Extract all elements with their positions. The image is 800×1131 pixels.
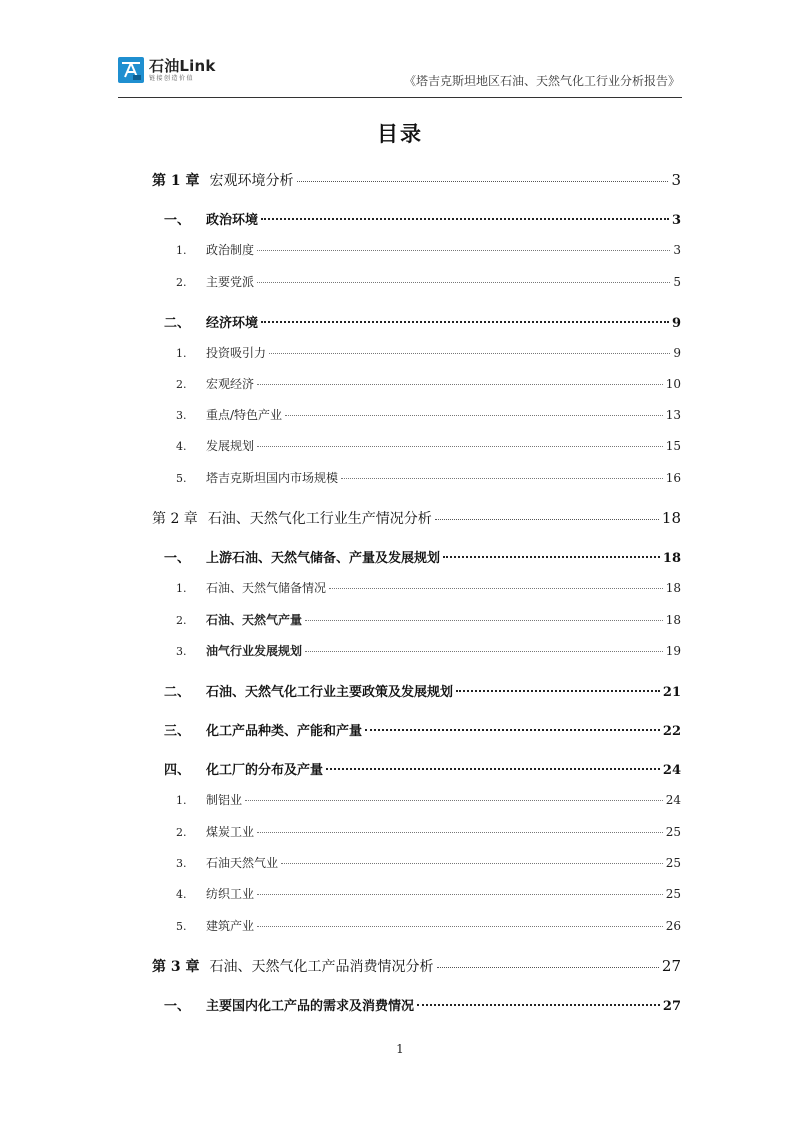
toc-entry-page: 24 (665, 793, 681, 807)
toc-entry-number: 4. (176, 888, 187, 901)
dot-leader (257, 384, 663, 385)
toc-entry-page: 3 (671, 213, 681, 228)
toc-entry-label: 建筑产业 (206, 919, 255, 933)
toc-entry[interactable] (176, 885, 681, 902)
toc-entry-label: 经济环境 (206, 316, 259, 331)
toc-entry-label: 政治制度 (206, 243, 255, 257)
dot-leader (305, 620, 663, 621)
toc-entry-page: 25 (665, 887, 681, 901)
dot-leader (257, 926, 663, 927)
dot-leader (435, 519, 659, 520)
toc-entry-number: 3. (176, 409, 187, 422)
toc-entry-page: 9 (671, 316, 681, 331)
toc-entry-label: 石油天然气业 (206, 856, 279, 870)
toc-entry-label: 制铝业 (206, 793, 243, 807)
page-header (118, 55, 682, 98)
toc-entry[interactable] (164, 209, 681, 228)
toc-entry-label: 石油、天然气化工行业主要政策及发展规划 (206, 685, 454, 700)
page-title: 目录 (377, 122, 423, 146)
dot-leader (261, 218, 669, 220)
toc-entry-number: 二、 (164, 316, 191, 331)
toc-entry-page: 18 (661, 509, 681, 527)
dot-leader (261, 321, 669, 323)
toc-entry-label: 石油、天然气储备情况 (206, 581, 327, 595)
toc-entry-number: 1. (176, 582, 187, 595)
toc-entry-page: 22 (662, 724, 681, 739)
dot-leader (365, 729, 660, 731)
toc-entry-page: 10 (665, 377, 681, 391)
toc-entry-label: 煤炭工业 (206, 825, 255, 839)
toc-entry-number: 5. (176, 920, 187, 933)
toc-entry-page: 18 (665, 613, 681, 627)
toc-entry[interactable] (164, 720, 681, 739)
dot-leader (341, 478, 663, 479)
toc-entry-page: 25 (665, 856, 681, 870)
logo-name: 石油Link (149, 56, 216, 75)
toc-entry-number: 第 1 章 (152, 173, 200, 189)
dot-leader (257, 250, 670, 251)
toc-entry[interactable] (176, 241, 681, 258)
toc-entry[interactable] (176, 791, 681, 808)
dot-leader (281, 863, 663, 864)
toc-entry-page: 25 (665, 825, 681, 839)
toc-entry-label: 化工产品种类、产能和产量 (206, 724, 363, 739)
toc-entry-label: 石油、天然气产量 (206, 613, 303, 627)
toc-entry[interactable] (176, 437, 681, 454)
toc-entry-number: 三、 (164, 724, 191, 739)
page-number: 1 (396, 1042, 404, 1056)
dot-leader (257, 894, 663, 895)
toc-entry-label: 塔吉克斯坦国内市场规模 (206, 471, 339, 485)
toc-entry-number: 4. (176, 440, 187, 453)
toc-entry-page: 3 (673, 243, 681, 257)
toc-entry-label: 化工厂的分布及产量 (206, 763, 324, 778)
toc-entry-page: 15 (665, 439, 681, 453)
toc-entry[interactable] (176, 611, 681, 628)
toc-entry-number: 5. (176, 472, 187, 485)
toc-entry-label: 政治环境 (206, 213, 259, 228)
toc-entry-number: 2. (176, 276, 187, 289)
toc-entry-number: 1. (176, 347, 187, 360)
toc-entry-number: 1. (176, 794, 187, 807)
toc-entry-page: 3 (671, 171, 681, 189)
toc-entry-page: 18 (662, 551, 681, 566)
toc-entry-label: 发展规划 (206, 439, 255, 453)
toc-entry-page: 13 (665, 408, 681, 422)
toc-entry-number: 一、 (164, 551, 191, 566)
dot-leader (456, 690, 660, 692)
toc-entry-number: 一、 (164, 213, 191, 228)
dot-leader (437, 967, 659, 968)
toc-entry-page: 27 (661, 957, 681, 975)
dot-leader (326, 768, 660, 770)
toc-entry[interactable] (176, 375, 681, 392)
toc-entry-label: 投资吸引力 (206, 346, 267, 360)
toc-entry-number: 1. (176, 244, 187, 257)
toc-entry-number: 2. (176, 378, 187, 391)
toc-entry-page: 24 (662, 763, 681, 778)
toc-entry[interactable] (164, 681, 681, 700)
toc-entry-number: 3. (176, 857, 187, 870)
toc-entry-number: 第 2 章 (152, 511, 198, 527)
toc-entry[interactable] (176, 823, 681, 840)
dot-leader (443, 556, 660, 558)
toc-entry-number: 二、 (164, 685, 191, 700)
dot-leader (245, 800, 663, 801)
logo-mark-icon (118, 57, 144, 83)
toc-entry-number: 四、 (164, 763, 191, 778)
toc-entry-number: 3. (176, 645, 187, 658)
toc-entry-page: 18 (665, 581, 681, 595)
toc-entry-number: 2. (176, 826, 187, 839)
dot-leader (297, 181, 669, 182)
toc-entry-page: 21 (662, 685, 681, 700)
toc-entry-label: 油气行业发展规划 (206, 644, 303, 658)
toc-entry-page: 9 (673, 346, 681, 360)
logo-tagline: 链接创造价值 (149, 74, 195, 82)
toc-entry[interactable] (176, 917, 681, 934)
toc-entry[interactable] (164, 547, 681, 566)
dot-leader (257, 832, 663, 833)
toc-entry-label: 主要国内化工产品的需求及消费情况 (206, 999, 415, 1014)
toc-entry[interactable] (152, 170, 681, 190)
toc-entry-page: 5 (673, 275, 681, 289)
toc-entry-number: 第 3 章 (152, 959, 200, 975)
toc-entry[interactable] (176, 642, 681, 659)
toc-entry[interactable] (164, 995, 681, 1014)
toc-entry-number: 2. (176, 614, 187, 627)
toc-entry-label: 纺织工业 (206, 887, 255, 901)
dot-leader (269, 353, 670, 354)
dot-leader (329, 588, 663, 589)
dot-leader (257, 282, 670, 283)
toc-entry[interactable] (176, 854, 681, 871)
dot-leader (417, 1004, 660, 1006)
toc-entry-label: 主要党派 (206, 275, 255, 289)
toc-entry[interactable] (176, 469, 681, 486)
toc-entry-label: 石油、天然气化工产品消费情况分析 (209, 959, 434, 975)
toc-entry-label: 石油、天然气化工行业生产情况分析 (207, 511, 432, 527)
toc-entry[interactable] (176, 273, 681, 290)
toc-entry-page: 26 (665, 919, 681, 933)
dot-leader (257, 446, 663, 447)
toc-entry-label: 宏观经济 (206, 377, 255, 391)
toc-entry-label: 重点/特色产业 (206, 408, 283, 422)
toc-entry[interactable] (176, 344, 681, 361)
company-logo (118, 55, 216, 85)
toc-entry-page: 16 (665, 471, 681, 485)
toc-entry[interactable] (176, 406, 681, 423)
toc-entry-number: 一、 (164, 999, 191, 1014)
toc-entry-page: 27 (662, 999, 681, 1014)
toc-entry-label: 宏观环境分析 (209, 173, 294, 189)
toc-entry-page: 19 (665, 644, 681, 658)
toc-entry[interactable] (152, 508, 681, 528)
toc-entry-label: 上游石油、天然气储备、产量及发展规划 (206, 551, 441, 566)
dot-leader (305, 651, 663, 652)
dot-leader (285, 415, 663, 416)
toc-entry[interactable] (152, 956, 681, 976)
toc-entry[interactable] (176, 579, 681, 596)
toc-entry[interactable] (164, 759, 681, 778)
toc-entry[interactable] (164, 312, 681, 331)
report-title: 《塔吉克斯坦地区石油、天然气化工行业分析报告》 (403, 74, 680, 88)
